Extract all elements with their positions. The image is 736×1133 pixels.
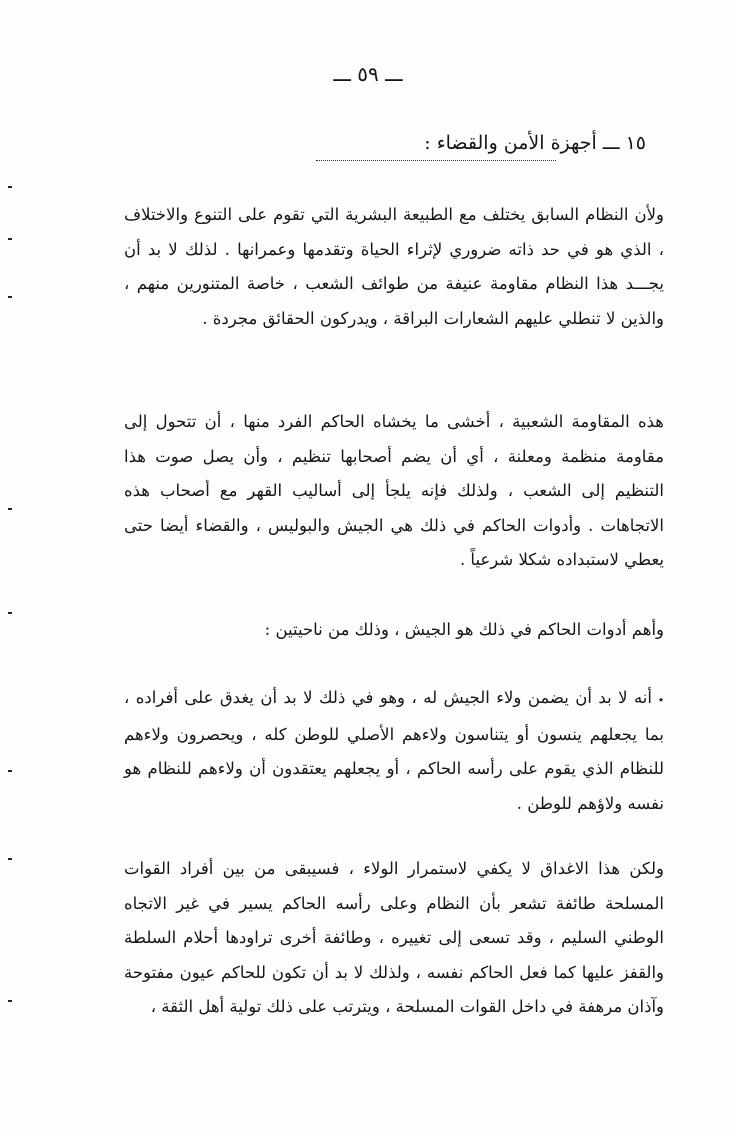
margin-tick [8,770,12,772]
paragraph-text: أنه لا بد أن يضمن ولاء الجيش له ، وهو في ذلك لا بد أن يغدق على أفراده ، بما يجعلهم ينسون أو يتناسون ولاءهم الأصلي للوطن كله ، ويحصرون ولاءهم للنظام الذي يقوم على رأسه الحاكم ، أو يجعلهم يعتقدون أن ولاءهم للنظام هو نفسه ولاؤهم للوطن . [124,688,664,813]
paragraph-text: ولأن النظام السابق يختلف مع الطبيعة البشرية التي تقوم على التنوع والاختلاف ، الذي هو في حد ذاته ضروري لإثراء الحياة وتقدمها وعمرانها . لذلك لا بد أن يجـــد هذا النظام مقاومة عنيفة من طوائف الشعب ، خاصة المتنورين منهم ، والذين لا تنطلي عليهم الشعارات البراقة ، ويدركون الحقائق مجردة . [124,205,664,328]
paragraph-4-bullet [124,681,664,821]
page-number: ـــ ٥٩ ـــ [333,62,403,86]
section-heading: ١٥ ـــ أجهزة الأمن والقضاء : [424,132,646,154]
paragraph-text: وأهم أدوات الحاكم في ذلك هو الجيش ، وذلك من ناحيتين : [264,620,664,639]
margin-tick [8,612,12,614]
margin-tick [8,186,12,188]
paragraph-2 [124,405,664,578]
bullet-marker: ٭ [658,693,664,706]
paragraph-1 [124,198,664,336]
heading-dotted-underline [316,160,556,161]
paragraph-text: ولكن هذا الاغداق لا يكفي لاستمرار الولاء ، فسيبقى من بين أفراد القوات المسلحة طائفة تشعر بأن النظام وعلى رأسه الحاكم يسير في غير الاتجاه الوطني السليم ، وقد تسعى إلى تغييره ، وطائفة أخرى تراودها أحلام السلطة والقفز عليها كما فعل الحاكم نفسه ، ولذلك لا بد أن تكون للحاكم عيون مفتوحة وآذان مرهفة في داخل القوات المسلحة ، ويترتب على ذلك تولية أهل الثقة ، [124,859,664,1016]
bullet-paragraph [124,681,664,821]
margin-tick [8,238,12,240]
margin-tick [8,296,12,298]
margin-tick [8,1000,12,1002]
paragraph-3 [124,613,664,648]
margin-tick [8,508,12,510]
paragraph-5 [124,852,664,1025]
paragraph-text: هذه المقاومة الشعبية ، أخشى ما يخشاه الحاكم الفرد منها ، أن تتحول إلى مقاومة منظمة ومعلنة ، أي أن يضم أصحابها تنظيم ، وأن يصل صوت هذا التنظيم إلى الشعب ، ولذلك فإنه يلجأ إلى أساليب القهر مع أصحاب هذه الاتجاهات . وأدوات الحاكم في ذلك هي الجيش والبوليس ، والقضاء أيضا حتى يعطي لاستبداده شكلا شرعياً . [124,412,664,569]
margin-tick [8,858,12,860]
